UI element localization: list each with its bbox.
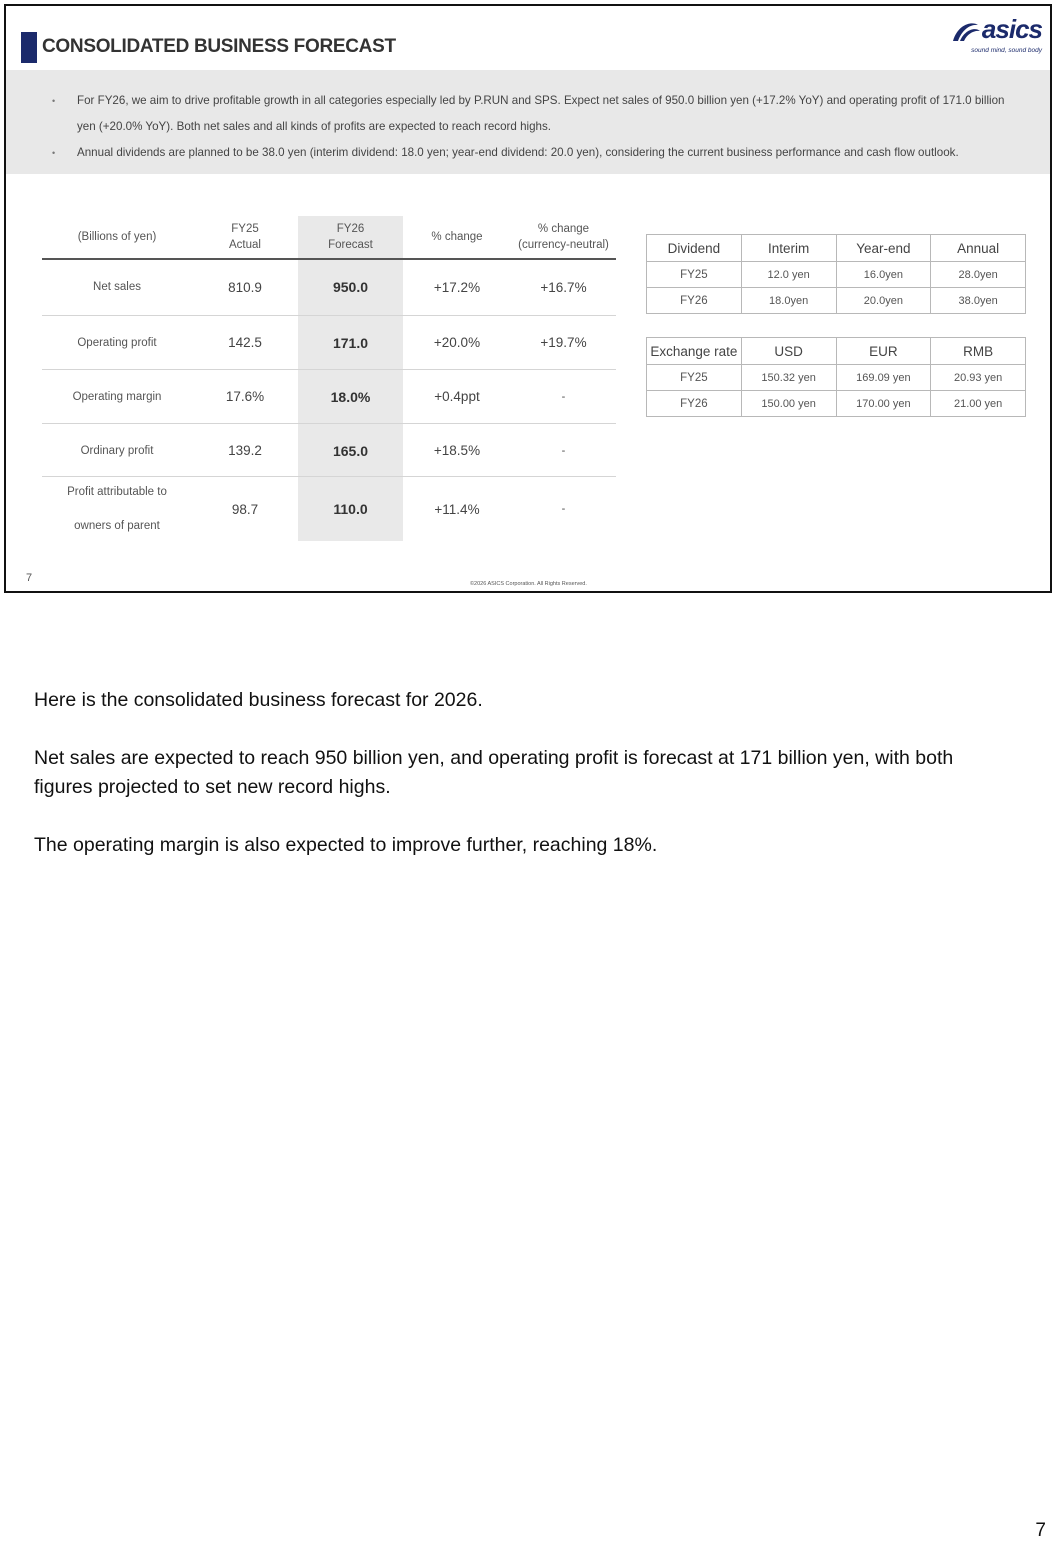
table-cell: 16.0yen bbox=[836, 262, 931, 288]
net-sales-change-neutral: +16.7% bbox=[540, 279, 587, 295]
asics-logo bbox=[948, 14, 1044, 60]
ordinary-profit-fy26: 165.0 bbox=[332, 442, 369, 459]
ordinary-profit-change: +18.5% bbox=[433, 443, 481, 458]
summary-bullet: • Annual dividends are planned to be 38.0 yen (interim dividend: 18.0 yen; year-end dividend: 20.0 yen), considering the current business performance and cash flow outlook. bbox=[6, 140, 1050, 166]
table-cell: FY26 bbox=[647, 288, 742, 314]
dividend-header-row bbox=[647, 235, 1026, 262]
notes-paragraph: Net sales are expected to reach 950 billion yen, and operating profit is forecast at 171 billion yen, with both figures projected to set new record highs. bbox=[34, 747, 954, 798]
net-sales-fy25: 810.9 bbox=[228, 279, 262, 295]
table-cell: 150.32 yen bbox=[741, 365, 836, 391]
table-cell: 38.0yen bbox=[931, 288, 1026, 314]
slide-page-number: 7 bbox=[26, 572, 33, 584]
summary-bullet: • For FY26, we aim to drive profitable growth in all categories especially led by P.RUN and SPS. Expect net sales of 950.0 billion yen (+17.2% YoY) and operating profit of 171.0 billion yen (+20.0% YoY). Both net sales and all kinds of profits are expected to reach record highs. bbox=[6, 88, 1050, 140]
header-fy25: FY25 Actual bbox=[229, 223, 261, 251]
ordinary-profit-change-neutral: - bbox=[561, 444, 566, 457]
table-cell: 170.00 yen bbox=[836, 391, 931, 417]
summary-bullets bbox=[6, 70, 1050, 166]
profit-attributable-fy25: 98.7 bbox=[231, 501, 259, 517]
exchange-rate-header: Exchange rate bbox=[647, 338, 742, 365]
table-cell: FY26 bbox=[647, 391, 742, 417]
row-label-net-sales: Net sales bbox=[93, 281, 141, 293]
operating-margin-fy26: 18.0% bbox=[330, 388, 371, 405]
rmb-header: RMB bbox=[931, 338, 1026, 365]
title-accent-bar bbox=[21, 32, 37, 63]
table-row bbox=[647, 365, 1026, 391]
operating-profit-fy26: 171.0 bbox=[332, 334, 369, 351]
year-end-header: Year-end bbox=[836, 235, 931, 262]
slide-title: CONSOLIDATED BUSINESS FORECAST bbox=[42, 36, 396, 57]
table-cell: 21.00 yen bbox=[931, 391, 1026, 417]
bullet-icon: • bbox=[52, 148, 56, 158]
operating-profit-change-neutral: +19.7% bbox=[540, 335, 587, 350]
row-label-ordinary-profit: Ordinary profit bbox=[80, 444, 154, 457]
header-unit: (Billions of yen) bbox=[77, 231, 157, 243]
profit-attributable-fy26: 110.0 bbox=[333, 501, 368, 517]
exchange-rate-table bbox=[646, 337, 1026, 417]
table-cell: 28.0yen bbox=[931, 262, 1026, 288]
header-change-neutral: % change (currency-neutral) bbox=[518, 223, 609, 251]
notes-paragraph: Here is the consolidated business forecast for 2026. bbox=[34, 689, 483, 711]
page-number: 7 bbox=[1035, 1520, 1046, 1541]
operating-profit-fy25: 142.5 bbox=[228, 335, 262, 350]
table-cell: 18.0yen bbox=[741, 288, 836, 314]
row-label-operating-profit: Operating profit bbox=[77, 336, 157, 349]
usd-header: USD bbox=[741, 338, 836, 365]
operating-margin-fy25: 17.6% bbox=[225, 389, 265, 404]
table-row bbox=[647, 262, 1026, 288]
table-row bbox=[647, 391, 1026, 417]
annual-header: Annual bbox=[931, 235, 1026, 262]
exchange-header-row bbox=[647, 338, 1026, 365]
dividend-table bbox=[646, 234, 1026, 314]
summary-panel bbox=[6, 70, 1050, 174]
interim-header: Interim bbox=[741, 235, 836, 262]
row-label-operating-margin: Operating margin bbox=[72, 390, 162, 403]
operating-margin-change: +0.4ppt bbox=[434, 389, 480, 404]
slide bbox=[4, 4, 1052, 593]
logo-tagline: sound mind, sound body bbox=[971, 47, 1042, 54]
operating-profit-change: +20.0% bbox=[433, 335, 481, 350]
logo-wordmark: asics bbox=[981, 14, 1042, 44]
row-label-profit-attributable: Profit attributable to owners of parent bbox=[67, 486, 167, 532]
notes-paragraph: The operating margin is also expected to improve further, reaching 18%. bbox=[34, 834, 658, 856]
header-fy26: FY26 Forecast bbox=[328, 223, 373, 251]
eur-header: EUR bbox=[836, 338, 931, 365]
forecast-table bbox=[42, 216, 616, 541]
table-cell: 20.0yen bbox=[836, 288, 931, 314]
table-cell: 12.0 yen bbox=[741, 262, 836, 288]
table-cell: 169.09 yen bbox=[836, 365, 931, 391]
operating-margin-change-neutral: - bbox=[561, 390, 566, 403]
profit-attributable-change: +11.4% bbox=[434, 501, 480, 517]
table-cell: 150.00 yen bbox=[741, 391, 836, 417]
speaker-notes bbox=[34, 686, 994, 889]
net-sales-change: +17.2% bbox=[433, 279, 481, 295]
profit-attributable-change-neutral: - bbox=[561, 503, 566, 515]
table-cell: FY25 bbox=[647, 262, 742, 288]
ordinary-profit-fy25: 139.2 bbox=[228, 443, 262, 458]
table-row bbox=[647, 288, 1026, 314]
table-cell: FY25 bbox=[647, 365, 742, 391]
bullet-icon: • bbox=[52, 96, 56, 106]
asics-stripe-icon bbox=[950, 20, 984, 44]
table-cell: 20.93 yen bbox=[931, 365, 1026, 391]
header-change: % change bbox=[431, 231, 483, 243]
net-sales-fy26: 950.0 bbox=[332, 279, 369, 295]
dividend-header: Dividend bbox=[647, 235, 742, 262]
copyright: ©2026 ASICS Corporation. All Rights Reserved. bbox=[470, 581, 587, 587]
